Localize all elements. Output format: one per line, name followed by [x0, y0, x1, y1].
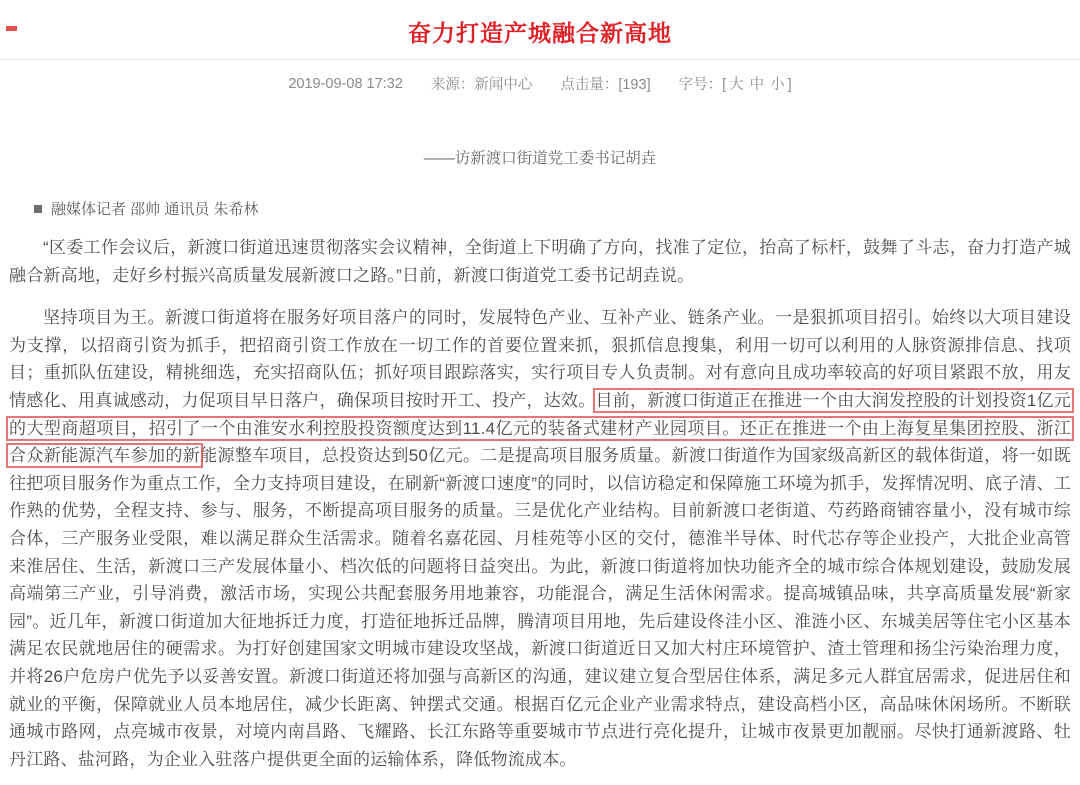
byline	[34, 198, 1080, 219]
article-meta	[0, 60, 1080, 102]
article-body	[0, 234, 1080, 773]
byline-text: 融媒体记者 邵帅 通讯员 朱希林	[51, 201, 259, 218]
fontsize-suffix: ]	[787, 77, 792, 93]
publish-datetime: 2019-09-08 17:32	[288, 75, 403, 92]
paragraph-lead-quote: “区委工作会议后，新渡口街道迅速贯彻落实会议精神，全街道上下明确了方向，找准了定位，抬高了标杆，鼓舞了斗志，奋力打造产城融合新高地，走好乡村振兴高质量发展新渡口之路。”日前，新渡口街道党工委书记胡垚说。	[9, 238, 1071, 285]
article-subtitle: ——访新渡口街道党工委书记胡垚	[423, 150, 657, 167]
corner-mark-icon	[6, 26, 17, 31]
paragraph-main	[9, 304, 1071, 773]
red-box-highlighted-text: 目前，新渡口街道正在推进一个由大润发控股的计划投资1亿元的大型商超项目，招引了一个由淮安水利控股投资额度达到11.4亿元的装备式建材产业园项目。还正在推进一个由上海复星集团控股、浙江合众新能源汽车参加的新	[9, 390, 1071, 466]
byline-square-icon	[34, 205, 42, 213]
page-title: 奋力打造产城融合新高地	[408, 20, 672, 46]
source-label: 来源：新闻中心	[430, 77, 533, 93]
fontsize-prefix: 字号：[	[678, 77, 727, 93]
fontsize-control	[679, 73, 792, 94]
paragraph-main-pre: 坚持项目为王。新渡口街道将在服务好项目落户的同时，发展特色产业、互补产业、链条产业。一是狠抓项目招引。始终以大项目建设为支撑，以招商引资为抓手，把招商引资工作放在一切工作的首要位置来抓，狠抓信息搜集，利用一切可以利用的人脉资源排信息、找项目；重抓队伍建设，精挑细选，充实招商队伍；抓好项目跟踪落实，实行项目专人负责制。对有意向且成功率较高的好项目紧跟不放，用友情感化、用真诚感动，力促项目早日落户，确保项目按时开工、投产，达效。	[9, 308, 1071, 410]
fontsize-small-link[interactable]: 小	[770, 77, 785, 93]
fontsize-large-link[interactable]: 大	[729, 77, 744, 93]
paragraph-main-post: 能源整车项目，总投资达到50亿元。二是提高项目服务质量。新渡口街道作为国家级高新区的载体街道，将一如既往把项目服务作为重点工作，全力支持项目建设，在刷新“新渡口速度”的同时，以信访稳定和保障施工环境为抓手，发挥情况明、底子清、工作熟的优势，全程支持、参与、服务，不断提高项目服务的质量。三是优化产业结构。目前新渡口老街道、芍药路商铺容量小，没有城市综合体，三产服务业受限，难以满足群众生活需求。随着名嘉花园、月桂苑等小区的交付，德淮半导体、时代芯存等企业投产，大批企业高管来淮居住、生活，新渡口三产发展体量小、档次低的问题将日益突出。为此，新渡口街道将加快功能齐全的城市综合体规划建设，鼓励发展高端第三产业，引导消费，激活市场，实现公共配套服务用地兼容，功能混合，满足生活休闲需求。提高城镇品味，共享高质量发展“新家园”。近几年，新渡口街道加大征地拆迁力度，打造征地拆迁品牌，腾清项目用地，先后建设佟洼小区、淮涟小区、东城美居等住宅小区基本满足农民就地居住的硬需求。为打好创建国家文明城市建设攻坚战，新渡口街道近日又加大村庄环境管护、渣土管理和扬尘污染治理力度，并将26户危房户优先予以妥善安置。新渡口街道还将加强与高新区的沟通，建议建立复合型居住体系，满足多元人群宜居需求，促进居住和就业的平衡，保障就业人员本地居住，减少长距离、钟摆式交通。根据百亿元企业产业需求特点，建设高档小区，高品味休闲场所。不断联通城市路网，点亮城市夜景，对境内南昌路、飞耀路、长江东路等重要城市节点进行亮化提升，让城市夜景更加靓丽。尽快打通新渡路、牡丹江路、盐河路，为企业入驻落户提供更全面的运输体系，降低物流成本。	[9, 446, 1072, 769]
hit-count: 点击量：[193]	[560, 77, 651, 93]
fontsize-medium-link[interactable]: 中	[749, 77, 765, 93]
